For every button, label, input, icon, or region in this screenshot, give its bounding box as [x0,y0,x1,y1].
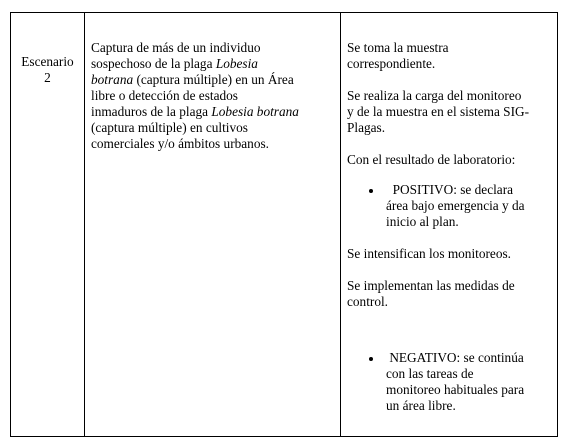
description-text: inmaduros de la plaga [91,104,212,119]
species-name: Lobesia [215,56,258,71]
action-line: inicio al plan. [386,214,459,229]
bullet-dot-icon [369,357,373,361]
action-paragraph [347,246,547,262]
description-line [91,72,336,88]
action-line: Se implementan las medidas de [347,278,515,293]
description-cell [85,13,340,436]
action-line: Se realiza la carga del monitoreo [347,88,522,103]
actions-cell [341,13,557,436]
action-line: monitoreo habituales para [386,382,525,397]
bullet-positive [347,182,547,230]
action-paragraph [347,88,547,136]
bullet-negative [347,350,547,414]
scenario-table [10,12,558,437]
action-line: Plagas. [347,120,386,135]
action-line: correspondiente. [347,56,436,71]
description-line: Captura de más de un individuo [91,40,261,55]
action-paragraph [347,278,547,310]
description-text: sospechoso de la plaga [91,56,216,71]
description-line: (captura múltiple) en cultivos [91,120,248,135]
action-line: POSITIVO: se declara [386,182,514,197]
action-paragraph [347,152,547,168]
description-line: comerciales y/o ámbitos urbanos. [91,136,269,151]
species-name: Lobesia botrana [211,104,299,119]
scenario-label: Escenario [21,54,74,69]
action-line: Se toma la muestra [347,40,449,55]
action-line: área bajo emergencia y da [386,198,525,213]
action-line: control. [347,294,388,309]
action-paragraph [347,40,547,72]
action-line: un área libre. [386,398,456,413]
scenario-cell [11,13,84,436]
action-line: NEGATIVO: se continúa [386,350,524,365]
description-text: (captura múltiple) en un Área [133,72,294,87]
action-line: Con el resultado de laboratorio: [347,152,516,167]
description-line: libre o detección de estados [91,88,238,103]
bullet-dot-icon [369,189,373,193]
action-line: y de la muestra en el sistema SIG- [347,104,530,119]
action-line: con las tareas de [386,366,474,381]
action-line: Se intensifican los monitoreos. [347,246,511,261]
species-name: botrana [91,72,134,87]
scenario-number: 2 [44,70,51,85]
description-line [91,56,336,72]
description-line [91,104,336,120]
